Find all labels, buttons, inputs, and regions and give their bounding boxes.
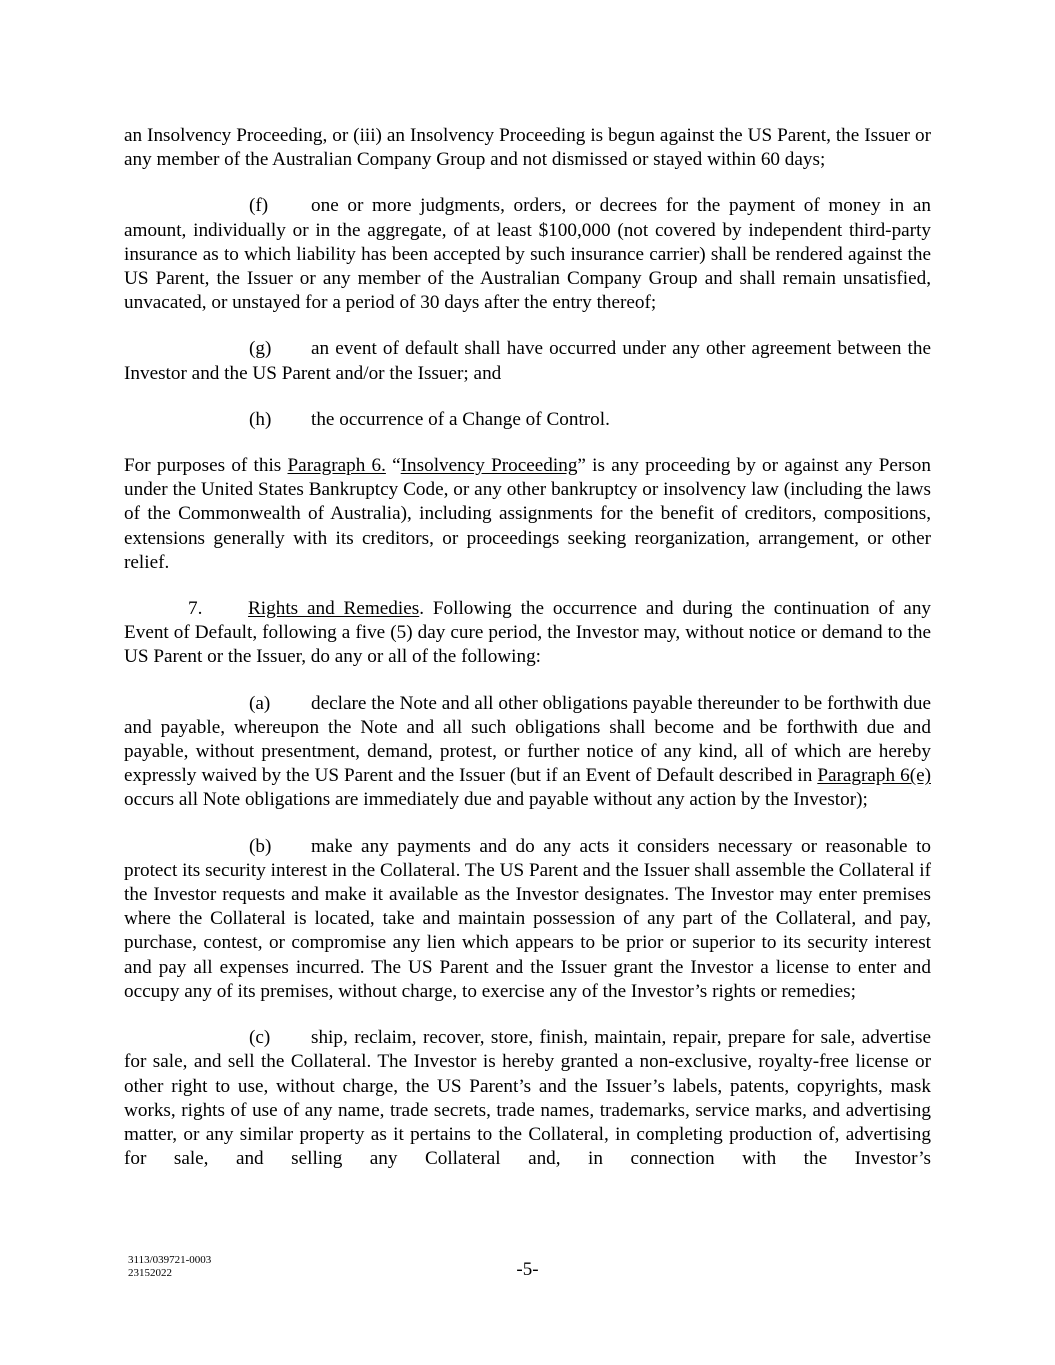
clause-label: (f): [249, 195, 269, 217]
definition-text: ” is any proceeding by or against any Person under the United States Bankruptcy Code, or any other bankruptcy or insolvency law (including the laws of the Commonwealth of Australia), including assignments for the benefit of creditors, compositions, extensions generally with its creditors, or proceedings seeking reorganization, arrangement, or other relief.: [124, 455, 931, 573]
clause-text-continued: occurs all Note obligations are immediately due and payable without any action by the Investor);: [124, 789, 868, 811]
clause-c: [124, 1026, 931, 1171]
page-number: -5-: [516, 1259, 539, 1280]
section-text: . Following the occurrence and during the continuation of any Event of Default, following a five (5) day cure period, the Investor may, without notice or demand to the US Parent or the Issuer, do any or all of the following:: [124, 598, 932, 668]
document-id-line-1: 3113/039721-0003: [128, 1254, 212, 1266]
paragraph-insolvency-continuation: [124, 124, 931, 172]
document-id-line-2: 23152022: [128, 1267, 172, 1279]
clause-label: (g): [249, 338, 272, 360]
clause-label: (h): [249, 408, 272, 430]
section-title: Rights and Remedies: [248, 598, 420, 620]
clause-text: the occurrence of a Change of Control.: [311, 408, 610, 430]
paragraph-reference: Paragraph 6(e): [817, 765, 931, 787]
section-7: [124, 597, 931, 670]
defined-term: Insolvency Proceeding: [400, 455, 578, 477]
clause-a: [124, 692, 931, 813]
section-number: 7.: [188, 598, 203, 620]
paragraph-reference: Paragraph 6.: [287, 455, 386, 477]
clause-h: [124, 408, 931, 432]
clause-label: (b): [249, 835, 272, 857]
clause-text: make any payments and do any acts it considers necessary or reasonable to protect its security interest in the Collateral. The US Parent and the Issuer shall assemble the Collateral if the Investor requests and make it available as the Investor designates. The Investor may enter premises where the Collateral is located, take and maintain possession of any part of the Collateral, and pay, purchase, contest, or compromise any lien which appears to be prior or superior to its security interest and pay all expenses incurred. The US Parent and the Issuer grant the Investor a license to enter and occupy any of its premises, without charge, to exercise any of the Investor’s rights or remedies;: [124, 835, 931, 1002]
clause-text: one or more judgments, orders, or decrees for the payment of money in an amount, individually or in the aggregate, of at least $100,000 (not covered by independent third-party insurance as to which liability has been accepted by such insurance carrier) shall be rendered against the US Parent, the Issuer or any member of the Australian Company Group and shall remain unsatisfied, unvacated, or unstayed for a period of 30 days after the entry thereof;: [124, 195, 931, 314]
clause-label: (a): [249, 692, 271, 714]
paragraph-text: an Insolvency Proceeding, or (iii) an Insolvency Proceeding is begun against the US Parent, the Issuer or any member of the Australian Company Group and not dismissed or stayed within 60 days;: [124, 125, 931, 171]
clause-text: an event of default shall have occurred under any other agreement between the Investor and the US Parent and/or the Issuer; and: [124, 338, 931, 384]
clause-text: declare the Note and all other obligations payable thereunder to be forthwith due and payable, whereupon the Note and all such obligations shall become and be forthwith due and payable, without presentment, demand, protest, or further notice of any kind, all of which are hereby expressly waived by the US Parent and the Issuer (but if an Event of Default described in: [124, 692, 931, 787]
clause-label: (c): [249, 1027, 271, 1049]
definition-paragraph: [124, 454, 931, 575]
document-body: [124, 124, 931, 1193]
open-quote: “: [385, 455, 401, 477]
clause-b: [124, 835, 931, 1004]
clause-g: [124, 337, 931, 385]
definition-intro: For purposes of this: [124, 455, 288, 477]
clause-f: [124, 194, 931, 315]
clause-text: ship, reclaim, recover, store, finish, maintain, repair, prepare for sale, advertise for sale, and sell the Collateral. The Investor is hereby granted a non-exclusive, royalty-free license or other right to use, without charge, the US Parent’s and the Issuer’s labels, patents, copyrights, mask works, rights of use of any name, trade secrets, trade names, trademarks, service marks, and advertising matter, or any similar property as it pertains to the Collateral, in completing production of, advertising for sale, and selling any Collateral and, in connection with the Investor’s: [124, 1027, 931, 1170]
